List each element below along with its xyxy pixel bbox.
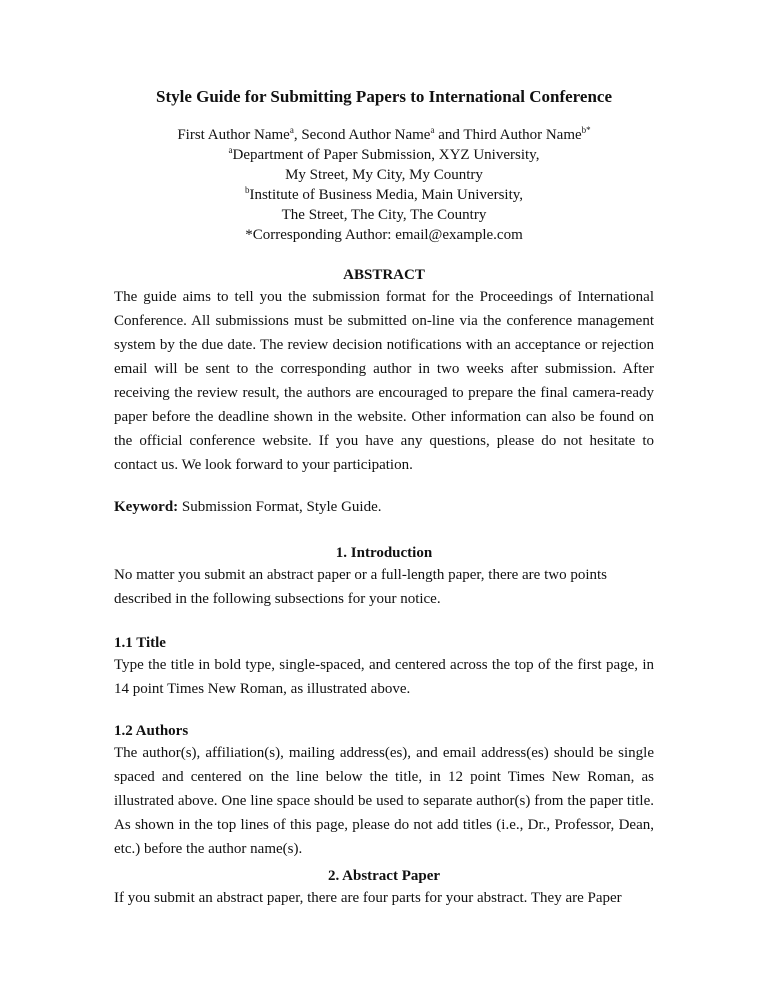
author-second: Second Author Name — [301, 127, 431, 143]
section-authors-text: The author(s), affiliation(s), mailing address(es), and email address(es) should be single spaced and centered on the line below the title, in 12 point Times New Roman, as illustrated above. One line space should be used to separate author(s) from the paper title. As shown in the top lines of this page, please do not add titles (i.e., Dr., Professor, Dean, etc.) before the author name(s). — [114, 745, 654, 857]
keywords-label: Keyword: — [114, 499, 179, 515]
author-first-affiliation-mark: a — [289, 125, 294, 135]
affiliation-b-mark: b — [244, 185, 250, 195]
author-line: First Author Name$^a$, Second Author Name$^a$ and Third Author Name$^{b*}$ — [177, 125, 591, 143]
author-third: Third Author Name — [463, 127, 582, 143]
author-first: First Author Name — [177, 127, 290, 143]
affiliation-b-line1: $^b$Institute of Business Media, Main University, — [244, 185, 524, 203]
section-title-heading: 1.1 Title — [114, 635, 166, 651]
section-abstract-paper-text: If you submit an abstract paper, there are four parts for your abstract. They are Paper — [114, 890, 622, 906]
abstract-text: The guide aims to tell you the submission format for the Proceedings of International Conference. All submissions must be submitted on-line via the conference management system by the due date. The review decision notifications with an acceptance or rejection email will be sent to the corresponding author in two weeks after submission. After receiving the review result, the authors are encouraged to prepare the final camera-ready paper before the deadline shown in the website. Other information can also be found on the official conference website. If you have any questions, please do not hesitate to contact us. We look forward to your participation. — [114, 289, 654, 473]
author-second-affiliation-mark: a — [430, 125, 435, 135]
section-introduction-heading: 1. Introduction — [335, 545, 433, 561]
keywords-text: Submission Format, Style Guide. — [178, 499, 382, 515]
abstract-heading: ABSTRACT — [343, 267, 425, 283]
section-authors-heading: 1.2 Authors — [114, 723, 189, 739]
keywords — [114, 495, 654, 519]
section-abstract-paper-heading: 2. Abstract Paper — [327, 868, 441, 884]
section-introduction-text: No matter you submit an abstract paper or a full-length paper, there are two points described in the following subsections for your notice. — [114, 567, 607, 607]
affiliation-a-mark: a — [228, 145, 233, 155]
affiliation-b-line2: The Street, The City, The Country — [281, 207, 487, 223]
corresponding-author: *Corresponding Author: email@example.com — [245, 227, 523, 243]
section-title-text: Type the title in bold type, single-spaced, and centered across the top of the first page, in 14 point Times New Roman, as illustrated above. — [114, 657, 654, 697]
author-third-affiliation-mark: b* — [581, 125, 591, 135]
paper-title: Style Guide for Submitting Papers to International Conference — [156, 87, 612, 106]
affiliation-a-line2: My Street, My City, My Country — [285, 167, 483, 183]
affiliation-a-line1: $^a$Department of Paper Submission, XYZ University, — [228, 145, 540, 163]
